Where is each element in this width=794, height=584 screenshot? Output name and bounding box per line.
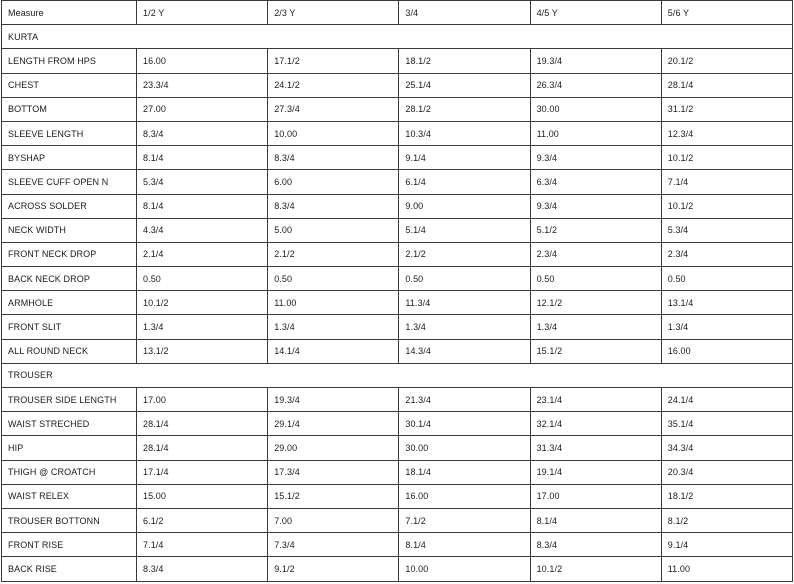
- measure-value: 16.00: [399, 484, 530, 508]
- measure-label: ALL ROUND NECK: [2, 339, 137, 363]
- measure-value: 2.1/2: [399, 242, 530, 266]
- header-cell-size: 4/5 Y: [530, 1, 661, 25]
- measure-value: 1.3/4: [661, 315, 792, 339]
- measure-value: 14.3/4: [399, 339, 530, 363]
- size-chart-table: [1, 0, 793, 582]
- measure-value: 12.3/4: [661, 121, 792, 145]
- measure-label: BACK RISE: [2, 557, 137, 581]
- measure-label: BYSHAP: [2, 146, 137, 170]
- measure-value: 9.3/4: [530, 194, 661, 218]
- measure-value: 8.3/4: [268, 146, 399, 170]
- measure-value: 8.3/4: [530, 533, 661, 557]
- measure-value: 6.00: [268, 170, 399, 194]
- measure-value: 15.1/2: [530, 339, 661, 363]
- measure-value: 6.1/4: [399, 170, 530, 194]
- measure-label: WAIST RELEX: [2, 484, 137, 508]
- measure-value: 29.00: [268, 436, 399, 460]
- measure-value: 30.1/4: [399, 412, 530, 436]
- measure-label: LENGTH FROM HPS: [2, 49, 137, 73]
- measure-value: 23.3/4: [137, 73, 268, 97]
- measure-value: 0.50: [137, 267, 268, 291]
- table-row: [2, 170, 793, 194]
- measure-value: 5.3/4: [661, 218, 792, 242]
- header-cell-measure: Measure: [2, 1, 137, 25]
- measure-value: 27.3/4: [268, 97, 399, 121]
- measure-value: 28.1/4: [137, 436, 268, 460]
- table-row: [2, 339, 793, 363]
- measure-value: 11.00: [268, 291, 399, 315]
- measure-value: 19.3/4: [530, 49, 661, 73]
- measure-value: 17.00: [530, 484, 661, 508]
- measure-value: 17.1/4: [137, 460, 268, 484]
- table-row: [2, 97, 793, 121]
- measure-value: 0.50: [399, 267, 530, 291]
- measure-label: ARMHOLE: [2, 291, 137, 315]
- table-row: [2, 412, 793, 436]
- measure-value: 9.1/4: [661, 533, 792, 557]
- measure-value: 2.3/4: [530, 242, 661, 266]
- measure-value: 7.1/2: [399, 508, 530, 532]
- section-title: KURTA: [2, 25, 793, 49]
- measure-value: 10.1/2: [661, 146, 792, 170]
- section-row: [2, 363, 793, 387]
- measure-value: 14.1/4: [268, 339, 399, 363]
- table-row: [2, 533, 793, 557]
- measure-value: 30.00: [530, 97, 661, 121]
- measure-value: 8.3/4: [137, 121, 268, 145]
- measure-value: 24.1/2: [268, 73, 399, 97]
- header-cell-size: 3/4: [399, 1, 530, 25]
- measure-value: 9.3/4: [530, 146, 661, 170]
- measure-value: 30.00: [399, 436, 530, 460]
- measure-value: 18.1/4: [399, 460, 530, 484]
- measure-label: ACROSS SOLDER: [2, 194, 137, 218]
- measure-value: 18.1/2: [661, 484, 792, 508]
- measure-value: 11.3/4: [399, 291, 530, 315]
- measure-value: 19.1/4: [530, 460, 661, 484]
- measure-value: 8.1/2: [661, 508, 792, 532]
- measure-value: 32.1/4: [530, 412, 661, 436]
- table-row: [2, 218, 793, 242]
- measure-value: 20.1/2: [661, 49, 792, 73]
- measure-value: 24.1/4: [661, 388, 792, 412]
- measure-value: 35.1/4: [661, 412, 792, 436]
- measure-value: 7.00: [268, 508, 399, 532]
- measure-value: 5.00: [268, 218, 399, 242]
- measure-label: TROUSER SIDE LENGTH: [2, 388, 137, 412]
- measure-value: 17.1/2: [268, 49, 399, 73]
- measure-value: 28.1/4: [137, 412, 268, 436]
- measure-value: 11.00: [530, 121, 661, 145]
- table-row: [2, 49, 793, 73]
- measure-value: 20.3/4: [661, 460, 792, 484]
- measure-value: 17.3/4: [268, 460, 399, 484]
- measure-value: 28.1/4: [661, 73, 792, 97]
- measure-value: 9.1/2: [268, 557, 399, 581]
- measure-label: FRONT RISE: [2, 533, 137, 557]
- measure-value: 23.1/4: [530, 388, 661, 412]
- measure-value: 11.00: [661, 557, 792, 581]
- header-cell-size: 1/2 Y: [137, 1, 268, 25]
- measure-value: 10.00: [399, 557, 530, 581]
- measure-label: HIP: [2, 436, 137, 460]
- measure-value: 1.3/4: [268, 315, 399, 339]
- measure-value: 7.1/4: [661, 170, 792, 194]
- measure-value: 1.3/4: [137, 315, 268, 339]
- measure-value: 15.00: [137, 484, 268, 508]
- table-row: [2, 146, 793, 170]
- measure-value: 1.3/4: [399, 315, 530, 339]
- table-row: [2, 484, 793, 508]
- measure-value: 10.1/2: [530, 557, 661, 581]
- measure-value: 8.1/4: [530, 508, 661, 532]
- measure-value: 28.1/2: [399, 97, 530, 121]
- measure-value: 29.1/4: [268, 412, 399, 436]
- measure-value: 8.1/4: [399, 533, 530, 557]
- measure-value: 5.1/4: [399, 218, 530, 242]
- table-row: [2, 242, 793, 266]
- measure-value: 31.3/4: [530, 436, 661, 460]
- measure-value: 10.3/4: [399, 121, 530, 145]
- measure-label: CHEST: [2, 73, 137, 97]
- measure-value: 34.3/4: [661, 436, 792, 460]
- measure-value: 15.1/2: [268, 484, 399, 508]
- measure-value: 10.1/2: [137, 291, 268, 315]
- measure-value: 12.1/2: [530, 291, 661, 315]
- measure-value: 0.50: [530, 267, 661, 291]
- measure-value: 7.3/4: [268, 533, 399, 557]
- measure-label: NECK WIDTH: [2, 218, 137, 242]
- measure-value: 2.3/4: [661, 242, 792, 266]
- measure-label: FRONT SLIT: [2, 315, 137, 339]
- table-row: [2, 267, 793, 291]
- measure-label: BACK NECK DROP: [2, 267, 137, 291]
- measure-value: 10.00: [268, 121, 399, 145]
- section-title: TROUSER: [2, 363, 793, 387]
- measure-value: 4.3/4: [137, 218, 268, 242]
- measure-value: 8.1/4: [137, 146, 268, 170]
- measure-label: SLEEVE LENGTH: [2, 121, 137, 145]
- table-row: [2, 121, 793, 145]
- table-row: [2, 194, 793, 218]
- table-row: [2, 73, 793, 97]
- measure-value: 6.1/2: [137, 508, 268, 532]
- measure-value: 8.3/4: [268, 194, 399, 218]
- measure-value: 2.1/2: [268, 242, 399, 266]
- table-row: [2, 508, 793, 532]
- measure-value: 0.50: [268, 267, 399, 291]
- measure-value: 7.1/4: [137, 533, 268, 557]
- measure-value: 1.3/4: [530, 315, 661, 339]
- measure-value: 25.1/4: [399, 73, 530, 97]
- measure-label: WAIST STRECHED: [2, 412, 137, 436]
- header-cell-size: 2/3 Y: [268, 1, 399, 25]
- table-row: [2, 291, 793, 315]
- measure-value: 0.50: [661, 267, 792, 291]
- measure-value: 21.3/4: [399, 388, 530, 412]
- table-row: [2, 557, 793, 581]
- measure-value: 13.1/4: [661, 291, 792, 315]
- measure-value: 5.1/2: [530, 218, 661, 242]
- measure-label: BOTTOM: [2, 97, 137, 121]
- measure-value: 6.3/4: [530, 170, 661, 194]
- measure-label: THIGH @ CROATCH: [2, 460, 137, 484]
- measure-value: 27.00: [137, 97, 268, 121]
- measure-label: TROUSER BOTTONN: [2, 508, 137, 532]
- measure-label: FRONT NECK DROP: [2, 242, 137, 266]
- measure-value: 18.1/2: [399, 49, 530, 73]
- table-row: [2, 388, 793, 412]
- table-row: [2, 436, 793, 460]
- measure-value: 10.1/2: [661, 194, 792, 218]
- section-row: [2, 25, 793, 49]
- measure-value: 16.00: [661, 339, 792, 363]
- measure-value: 9.1/4: [399, 146, 530, 170]
- measure-value: 13.1/2: [137, 339, 268, 363]
- header-row: [2, 1, 793, 25]
- table-row: [2, 460, 793, 484]
- table-row: [2, 315, 793, 339]
- measure-label: SLEEVE CUFF OPEN N: [2, 170, 137, 194]
- header-cell-size: 5/6 Y: [661, 1, 792, 25]
- measure-value: 8.1/4: [137, 194, 268, 218]
- size-chart-body: [2, 1, 793, 582]
- measure-value: 5.3/4: [137, 170, 268, 194]
- measure-value: 26.3/4: [530, 73, 661, 97]
- measure-value: 9.00: [399, 194, 530, 218]
- measure-value: 31.1/2: [661, 97, 792, 121]
- measure-value: 8.3/4: [137, 557, 268, 581]
- measure-value: 17.00: [137, 388, 268, 412]
- measure-value: 2.1/4: [137, 242, 268, 266]
- measure-value: 19.3/4: [268, 388, 399, 412]
- measure-value: 16.00: [137, 49, 268, 73]
